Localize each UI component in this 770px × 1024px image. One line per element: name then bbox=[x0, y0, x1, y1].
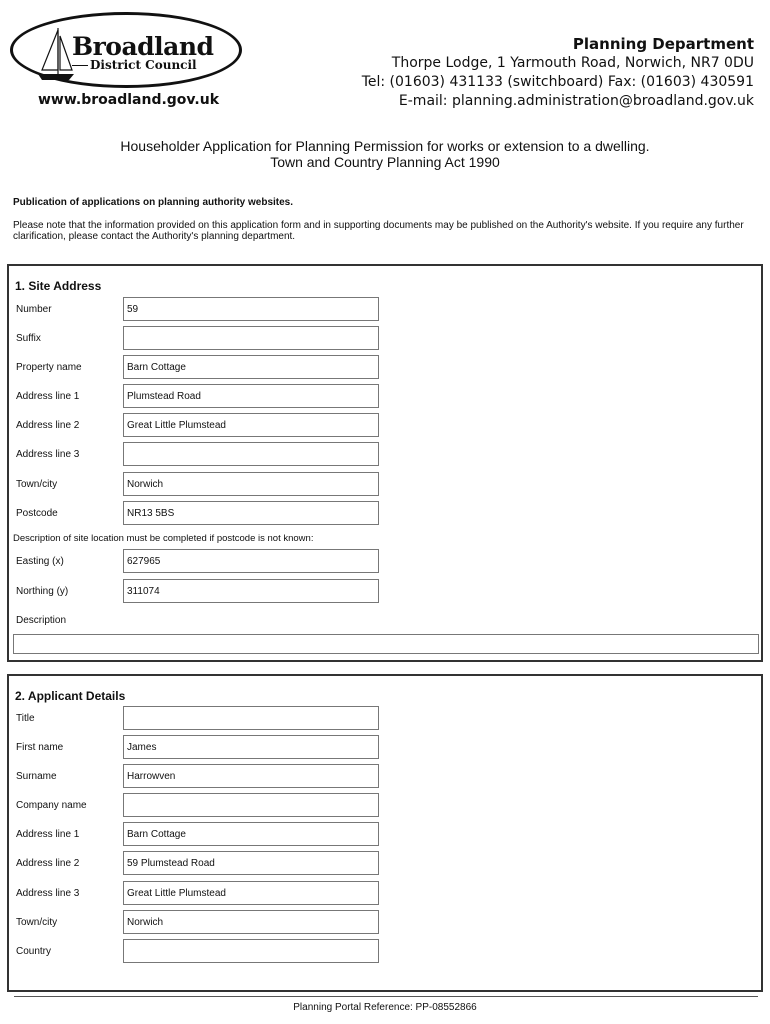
suffix-row bbox=[9, 326, 761, 352]
property-name-field[interactable]: Barn Cottage bbox=[123, 355, 379, 379]
field-label: Suffix bbox=[16, 333, 41, 344]
applicant-address-line-1-field[interactable]: Barn Cottage bbox=[123, 822, 379, 846]
number-row bbox=[9, 297, 761, 323]
portal-reference: Planning Portal Reference: PP-08552866 bbox=[293, 1002, 477, 1013]
form-title bbox=[0, 138, 770, 170]
applicant-address-line-3-field[interactable]: Great Little Plumstead bbox=[123, 881, 379, 905]
field-label: Title bbox=[16, 713, 35, 724]
field-label: Northing (y) bbox=[16, 586, 69, 597]
website-link[interactable]: www.broadland.gov.uk bbox=[38, 92, 220, 108]
field-label: Country bbox=[16, 946, 52, 957]
address-line-3-row bbox=[9, 442, 761, 468]
field-label: First name bbox=[16, 742, 64, 753]
applicant-town-field[interactable]: Norwich bbox=[123, 910, 379, 934]
applicant-address-line-3-row bbox=[9, 881, 761, 907]
section-title: 1. Site Address bbox=[15, 279, 102, 293]
field-label: Address line 1 bbox=[16, 391, 80, 402]
first-name-field[interactable]: James bbox=[123, 735, 379, 759]
field-label: Easting (x) bbox=[16, 556, 64, 567]
logo-subtitle: District Council bbox=[90, 58, 197, 72]
location-note: Description of site location must be completed if postcode is not known: bbox=[13, 533, 314, 544]
number-field[interactable]: 59 bbox=[123, 297, 379, 321]
title-row bbox=[9, 706, 761, 732]
field-label: Town/city bbox=[16, 479, 58, 490]
suffix-field[interactable] bbox=[123, 326, 379, 350]
first-name-row bbox=[9, 735, 761, 761]
form-title-line2: Town and Country Planning Act 1990 bbox=[270, 154, 500, 170]
field-label: Address line 1 bbox=[16, 829, 80, 840]
field-label: Town/city bbox=[16, 917, 58, 928]
field-label: Address line 3 bbox=[16, 449, 80, 460]
postcode-field[interactable]: NR13 5BS bbox=[123, 501, 379, 525]
northing-row bbox=[9, 579, 761, 605]
field-label: Description bbox=[16, 615, 67, 626]
surname-row bbox=[9, 764, 761, 790]
applicant-details-section bbox=[7, 674, 763, 992]
surname-field[interactable]: Harrowven bbox=[123, 764, 379, 788]
logo-rule bbox=[72, 65, 88, 66]
applicant-address-line-2-row bbox=[9, 851, 761, 877]
address-line-1-field[interactable]: Plumstead Road bbox=[123, 384, 379, 408]
town-field[interactable]: Norwich bbox=[123, 472, 379, 496]
publication-notice: Please note that the information provided on this application form and in supporting documents may be published on the Authority's website. If you require any further clarification, please contact the Authority's planning department. bbox=[13, 220, 744, 242]
field-label: Surname bbox=[16, 771, 57, 782]
applicant-address-line-2-field[interactable]: 59 Plumstead Road bbox=[123, 851, 379, 875]
northing-field[interactable]: 311074 bbox=[123, 579, 379, 603]
description-row bbox=[9, 608, 761, 634]
town-row bbox=[9, 472, 761, 498]
applicant-town-row bbox=[9, 910, 761, 936]
department-title: Planning Department bbox=[572, 35, 754, 53]
description-field[interactable] bbox=[13, 634, 759, 654]
address-line-1-row bbox=[9, 384, 761, 410]
easting-row bbox=[9, 549, 761, 575]
country-row bbox=[9, 939, 761, 965]
form-title-line1: Householder Application for Planning Permission for works or extension to a dwelling. bbox=[120, 138, 650, 154]
postcode-row bbox=[9, 501, 761, 527]
department-address: Thorpe Lodge, 1 Yarmouth Road, Norwich, NR7 0DU bbox=[391, 55, 754, 71]
field-label: Property name bbox=[16, 362, 82, 373]
field-label: Address line 3 bbox=[16, 888, 80, 899]
title-field[interactable] bbox=[123, 706, 379, 730]
field-label: Address line 2 bbox=[16, 420, 80, 431]
company-name-field[interactable] bbox=[123, 793, 379, 817]
field-label: Postcode bbox=[16, 508, 58, 519]
department-email[interactable]: E-mail: planning.administration@broadland.gov.uk bbox=[398, 93, 754, 109]
country-field[interactable] bbox=[123, 939, 379, 963]
department-contact bbox=[362, 34, 754, 111]
council-logo bbox=[10, 12, 246, 112]
publication-heading: Publication of applications on planning authority websites. bbox=[13, 197, 294, 208]
footer-divider bbox=[14, 996, 758, 997]
sailboat-icon bbox=[36, 24, 76, 84]
address-line-2-field[interactable]: Great Little Plumstead bbox=[123, 413, 379, 437]
address-line-3-field[interactable] bbox=[123, 442, 379, 466]
department-phone: Tel: (01603) 431133 (switchboard) Fax: (01603) 430591 bbox=[361, 74, 754, 90]
easting-field[interactable]: 627965 bbox=[123, 549, 379, 573]
applicant-address-line-1-row bbox=[9, 822, 761, 848]
address-line-2-row bbox=[9, 413, 761, 439]
property-name-row bbox=[9, 355, 761, 381]
field-label: Address line 2 bbox=[16, 858, 80, 869]
site-address-section bbox=[7, 264, 763, 662]
field-label: Company name bbox=[16, 800, 87, 811]
logo-name: Broadland bbox=[72, 32, 214, 61]
section-title: 2. Applicant Details bbox=[15, 689, 126, 703]
company-name-row bbox=[9, 793, 761, 819]
field-label: Number bbox=[16, 304, 52, 315]
